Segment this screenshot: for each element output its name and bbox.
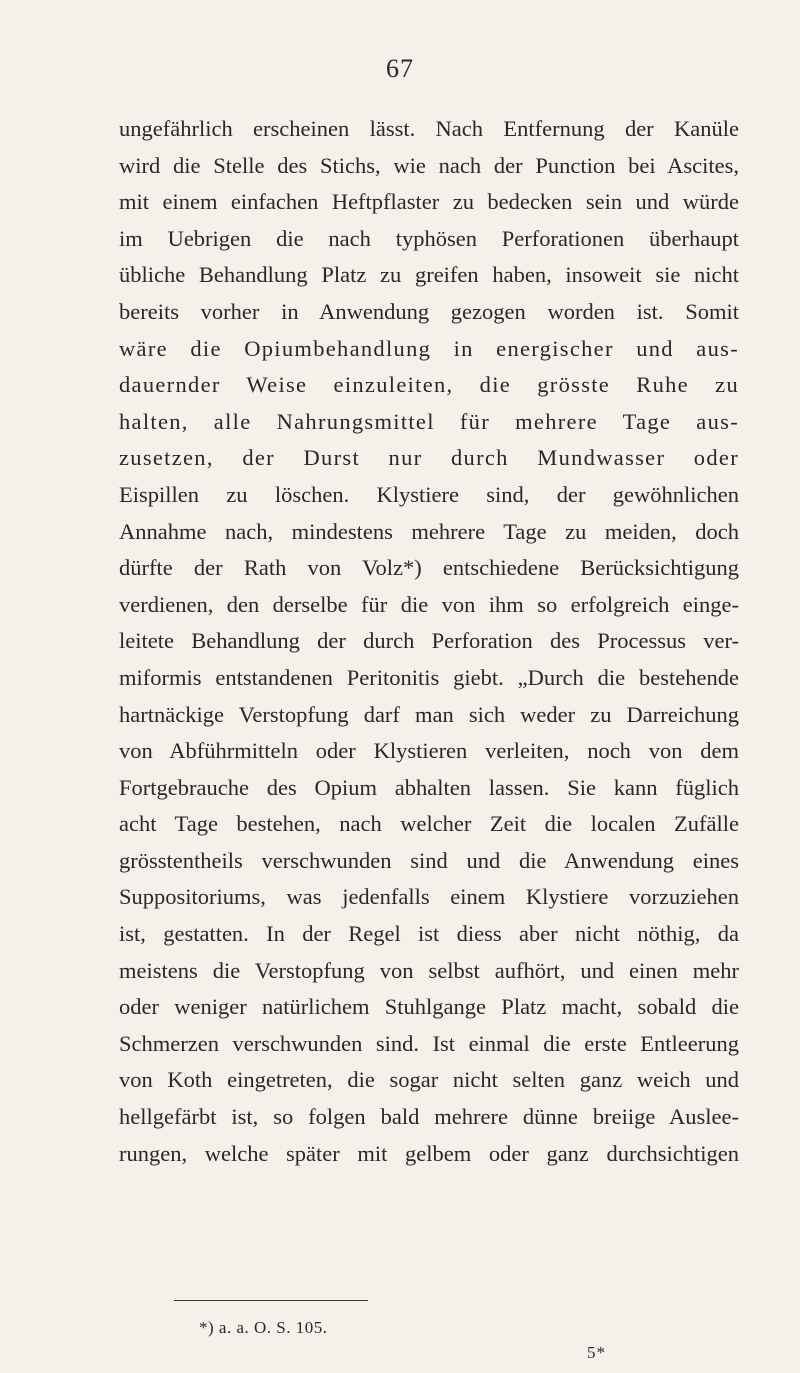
text-line: leitete Behandlung der durch Perforation des Processus ver-: [119, 628, 739, 654]
text-line: übliche Behandlung Platz zu greifen haben, insoweit sie nicht: [119, 262, 739, 288]
text-line: miformis entstandenen Peritonitis giebt. „Durch die bestehende: [119, 664, 739, 690]
text-line-spaced: dauernder Weise einzuleiten, die grösste Ruhe zu: [119, 372, 739, 398]
text-line: hellgefärbt ist, so folgen bald mehrere dünne breiige Auslee-: [119, 1104, 739, 1130]
text-line-spaced: wäre die Opiumbehandlung in energischer und aus-: [119, 335, 739, 361]
text-line-spaced: halten, alle Nahrungsmittel für mehrere Tage aus-: [119, 408, 739, 434]
text-line: Schmerzen verschwunden sind. Ist einmal die erste Entleerung: [119, 1030, 739, 1056]
printer-signature: 5*: [587, 1343, 606, 1362]
text-line: oder weniger natürlichem Stuhlgange Platz macht, sobald die: [119, 994, 739, 1020]
text-line: Annahme nach, mindestens mehrere Tage zu meiden, doch: [119, 518, 739, 544]
text-line: Eispillen zu löschen. Klystiere sind, der gewöhnlichen: [119, 481, 739, 507]
text-line: ist, gestatten. In der Regel ist diess aber nicht nöthig, da: [119, 921, 739, 947]
body-text: [119, 111, 739, 1172]
text-line: wird die Stelle des Stichs, wie nach der Punction bei Ascites,: [119, 152, 739, 178]
text-line: von Abführmitteln oder Klystieren verleiten, noch von dem: [119, 738, 739, 764]
text-line: mit einem einfachen Heftpflaster zu bedecken sein und würde: [119, 189, 739, 215]
text-line: meistens die Verstopfung von selbst aufhört, und einen mehr: [119, 957, 739, 983]
text-line: Fortgebrauche des Opium abhalten lassen. Sie kann füglich: [119, 774, 739, 800]
text-line: dürfte der Rath von Volz*) entschiedene Berücksichtigung: [119, 555, 739, 581]
text-line: acht Tage bestehen, nach welcher Zeit die localen Zufälle: [119, 811, 739, 837]
text-line: ungefährlich erscheinen lässt. Nach Entfernung der Kanüle: [119, 116, 739, 141]
text-line: im Uebrigen die nach typhösen Perforationen überhaupt: [119, 225, 739, 251]
text-line: grösstentheils verschwunden sind und die Anwendung eines: [119, 847, 739, 873]
footnote-divider: [174, 1300, 368, 1301]
text-line: verdienen, den derselbe für die von ihm so erfolgreich einge-: [119, 591, 739, 617]
text-line: bereits vorher in Anwendung gezogen worden ist. Somit: [119, 298, 739, 324]
text-line-spaced: zusetzen, der Durst nur durch Mundwasser oder: [119, 445, 739, 471]
text-line: rungen, welche später mit gelbem oder ganz durchsichtigen: [119, 1140, 739, 1166]
page-number: 67: [386, 54, 414, 83]
text-line: Suppositoriums, was jedenfalls einem Klystiere vorzuziehen: [119, 884, 739, 910]
text-line: von Koth eingetreten, die sogar nicht selten ganz weich und: [119, 1067, 739, 1093]
footnote: *) a. a. O. S. 105.: [199, 1318, 328, 1337]
text-line: hartnäckige Verstopfung darf man sich weder zu Darreichung: [119, 701, 739, 727]
